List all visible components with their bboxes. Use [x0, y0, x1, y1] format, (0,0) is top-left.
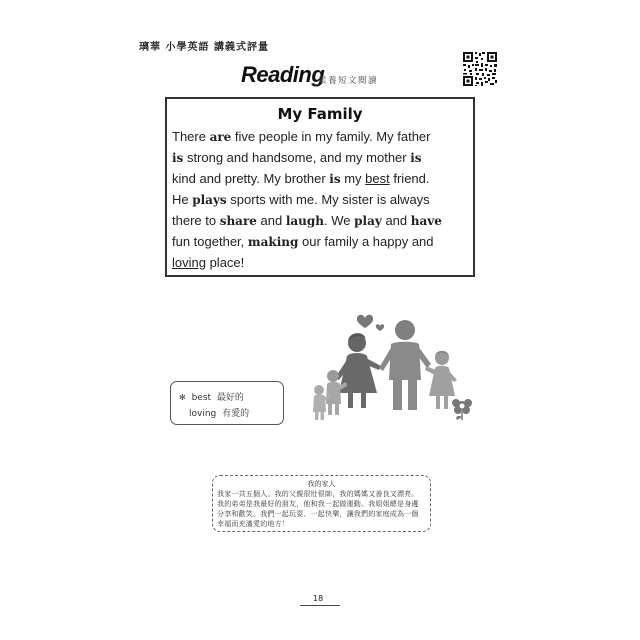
story-line — [172, 252, 472, 273]
keyword-verb: are — [209, 130, 232, 144]
translation-line: 我的弟弟是我最好的朋友，他和我一起做運動。我姐姐總是身邊 — [217, 500, 419, 508]
section-subtitle: 素養短文閱讀 — [318, 76, 379, 86]
story-text-segment: our family a happy and — [298, 234, 434, 249]
story-text-segment: place! — [205, 255, 245, 270]
vocab-word: loving — [189, 409, 217, 419]
keyword-verb: making — [247, 235, 299, 249]
story-line — [172, 126, 472, 147]
vocab-highlight: loving — [172, 255, 206, 270]
vocab-word: best — [191, 393, 212, 403]
translation-title: 我的家人 — [307, 480, 336, 488]
story-text-segment: He — [172, 192, 193, 207]
story-line — [172, 231, 472, 252]
keyword-verb: plays — [192, 193, 227, 207]
translation-line: 分享和歡笑。我們一起玩耍、一起快樂，讓我們的家庭成為一個 — [217, 510, 419, 518]
story-line — [172, 189, 472, 210]
page-number: 18 — [313, 594, 324, 603]
story-line — [172, 168, 472, 189]
story-title: My Family — [277, 105, 363, 123]
keyword-verb: is — [172, 151, 184, 165]
story-text-segment: . We — [324, 213, 355, 228]
keyword-verb: is — [329, 172, 341, 186]
story-text-segment: strong and handsome, and my mother — [183, 150, 411, 165]
translation-box — [212, 475, 431, 532]
page-number-rule — [300, 605, 340, 606]
asterisk-icon: ✻ — [179, 393, 186, 402]
vocab-box — [170, 381, 284, 425]
vocab-highlight: best — [365, 171, 390, 186]
keyword-verb: have — [410, 214, 442, 228]
story-line — [172, 210, 472, 231]
translation-line: 幸福而充滿愛的地方！ — [217, 520, 289, 528]
story-text-segment: five people in my family. My father — [231, 129, 431, 144]
translation-line: 我家一共五個人。我的父親很壯很帥，我的媽媽又善良又漂亮。 — [217, 490, 419, 498]
publisher-header: 璃華 小學英語 講義式評量 — [139, 42, 269, 53]
keyword-verb: is — [410, 151, 422, 165]
story-text — [172, 126, 472, 273]
keyword-verb: share — [219, 214, 257, 228]
story-text-segment: friend. — [389, 171, 430, 186]
story-text-segment: There — [172, 129, 210, 144]
keyword-verb: laugh — [285, 214, 325, 228]
family-illustration-icon — [305, 308, 475, 423]
vocab-item — [189, 406, 249, 419]
story-box — [165, 97, 475, 277]
story-text-segment: and — [381, 213, 411, 228]
story-text-segment: sports with me. My sister is always — [226, 192, 430, 207]
vocab-meaning: 有愛的 — [222, 409, 250, 419]
vocab-meaning: 最好的 — [216, 393, 244, 403]
qr-code-icon — [462, 51, 498, 87]
story-text-segment: and — [256, 213, 286, 228]
keyword-verb: play — [354, 214, 382, 228]
vocab-item — [179, 390, 244, 403]
section-title: Reading — [241, 62, 325, 87]
story-text-segment: my — [340, 171, 366, 186]
story-text-segment: kind and pretty. My brother — [172, 171, 330, 186]
story-line — [172, 147, 472, 168]
story-text-segment: there to — [172, 213, 220, 228]
story-text-segment: fun together, — [172, 234, 248, 249]
